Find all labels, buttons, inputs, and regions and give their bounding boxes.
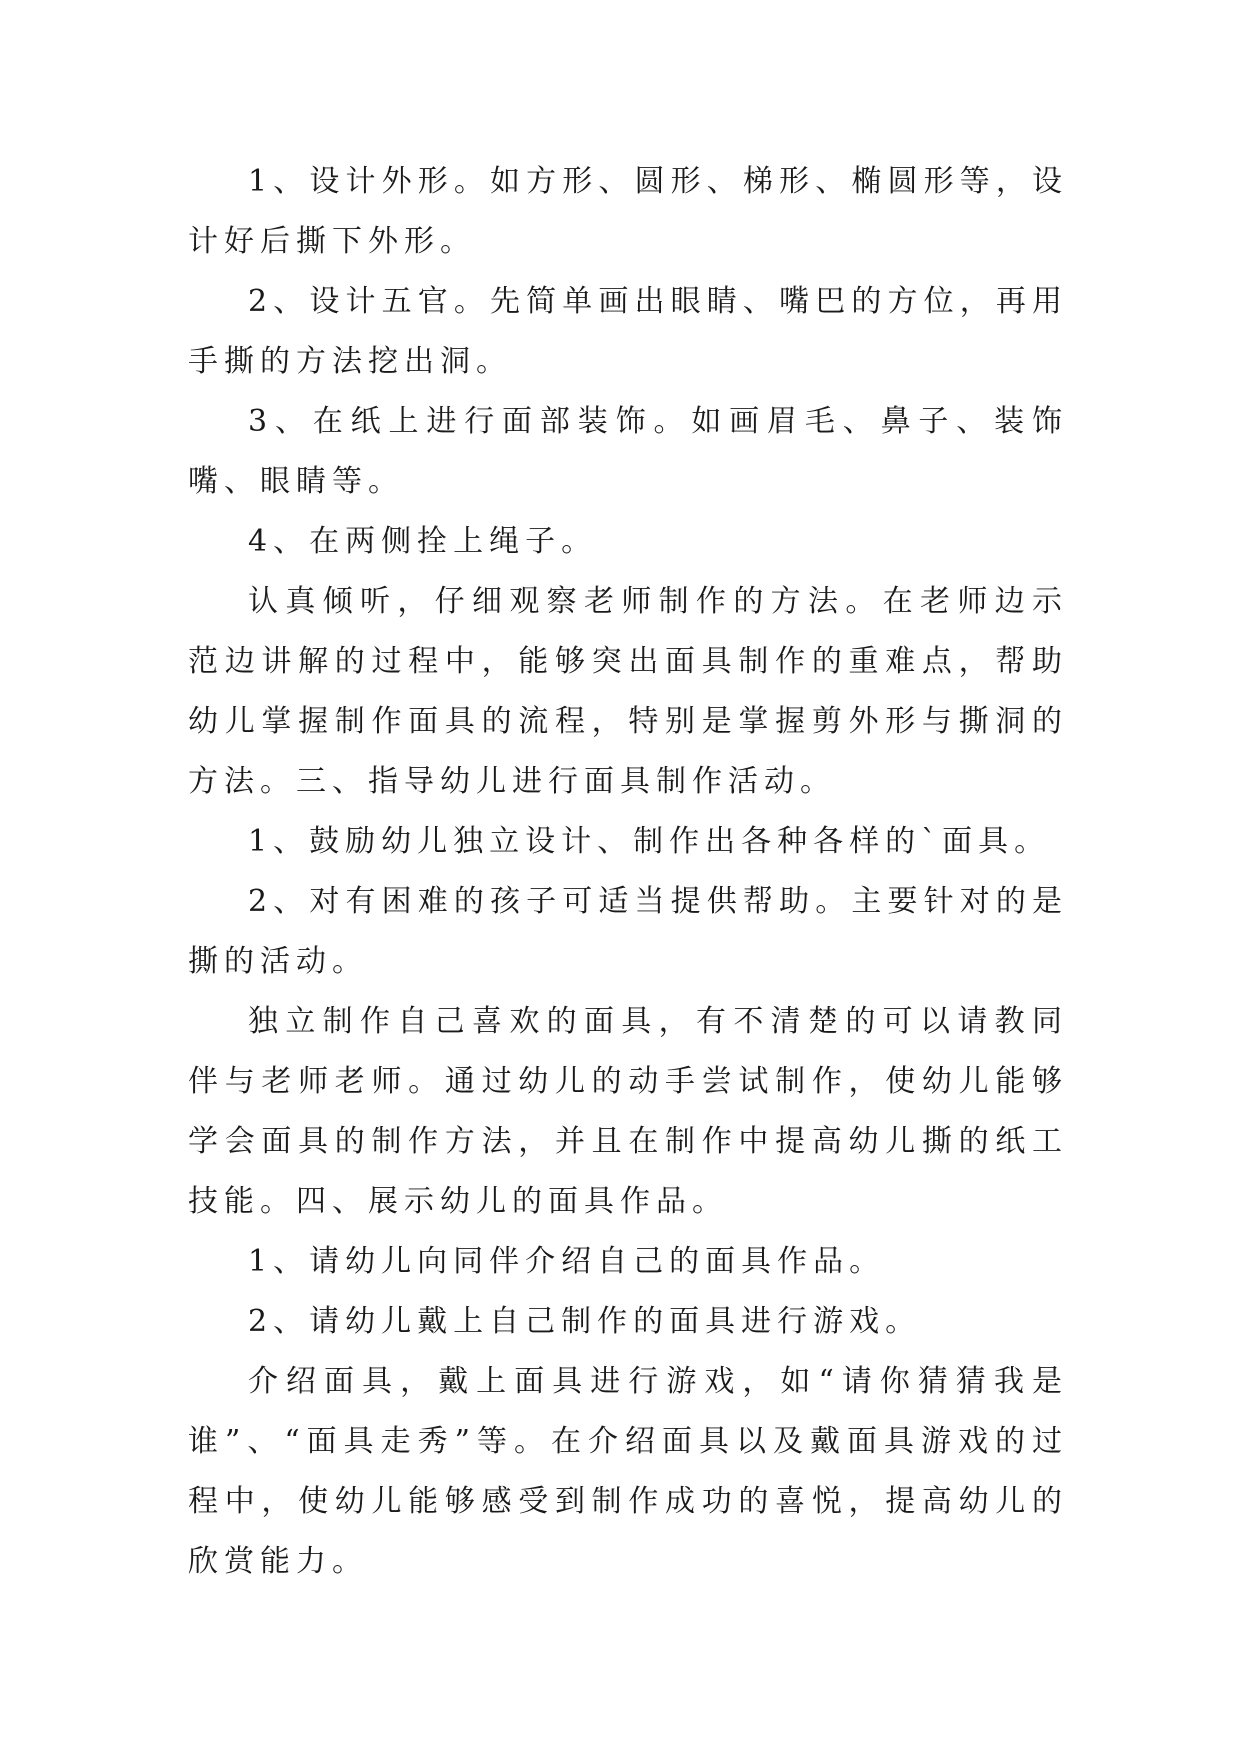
paragraph-guide-1: 1、鼓励幼儿独立设计、制作出各种各样的`面具。 (248, 824, 1051, 859)
paragraph-independent-section-4: 独立制作自己喜欢的面具，有不清楚的可以请教同伴与老师老师。通过幼儿的动手尝试制作，使幼儿能够学会面具的制作方法，并且在制作中提高幼儿撕的纸工技能。四、展示幼儿的面具作品。 (188, 1004, 1068, 1219)
paragraph-step-4-string: 4、在两侧拴上绳子。 (248, 524, 598, 559)
paragraph-step-3-decoration: 3、在纸上进行面部装饰。如画眉毛、鼻子、装饰嘴、眼睛等。 (188, 404, 1068, 499)
paragraph-step-2-features: 2、设计五官。先简单画出眼睛、嘴巴的方位，再用手撕的方法挖出洞。 (188, 284, 1068, 379)
paragraph-show-1: 1、请幼儿向同伴介绍自己的面具作品。 (248, 1244, 886, 1279)
paragraph-introduce-masks: 介绍面具，戴上面具进行游戏，如“请你猜猜我是谁”、“面具走秀”等。在介绍面具以及戴面具游戏的过程中，使幼儿能够感受到制作成功的喜悦，提高幼儿的欣赏能力。 (188, 1364, 1068, 1579)
paragraph-guide-2: 2、对有困难的孩子可适当提供帮助。主要针对的是撕的活动。 (188, 884, 1068, 979)
paragraph-show-2: 2、请幼儿戴上自己制作的面具进行游戏。 (248, 1304, 922, 1339)
paragraph-step-1-outline: 1、设计外形。如方形、圆形、梯形、椭圆形等，设计好后撕下外形。 (188, 164, 1068, 259)
paragraph-observation-section-3: 认真倾听，仔细观察老师制作的方法。在老师边示范边讲解的过程中，能够突出面具制作的重难点，帮助幼儿掌握制作面具的流程，特别是掌握剪外形与撕洞的方法。三、指导幼儿进行面具制作活动。 (188, 584, 1068, 799)
document-page (188, 152, 1068, 1592)
